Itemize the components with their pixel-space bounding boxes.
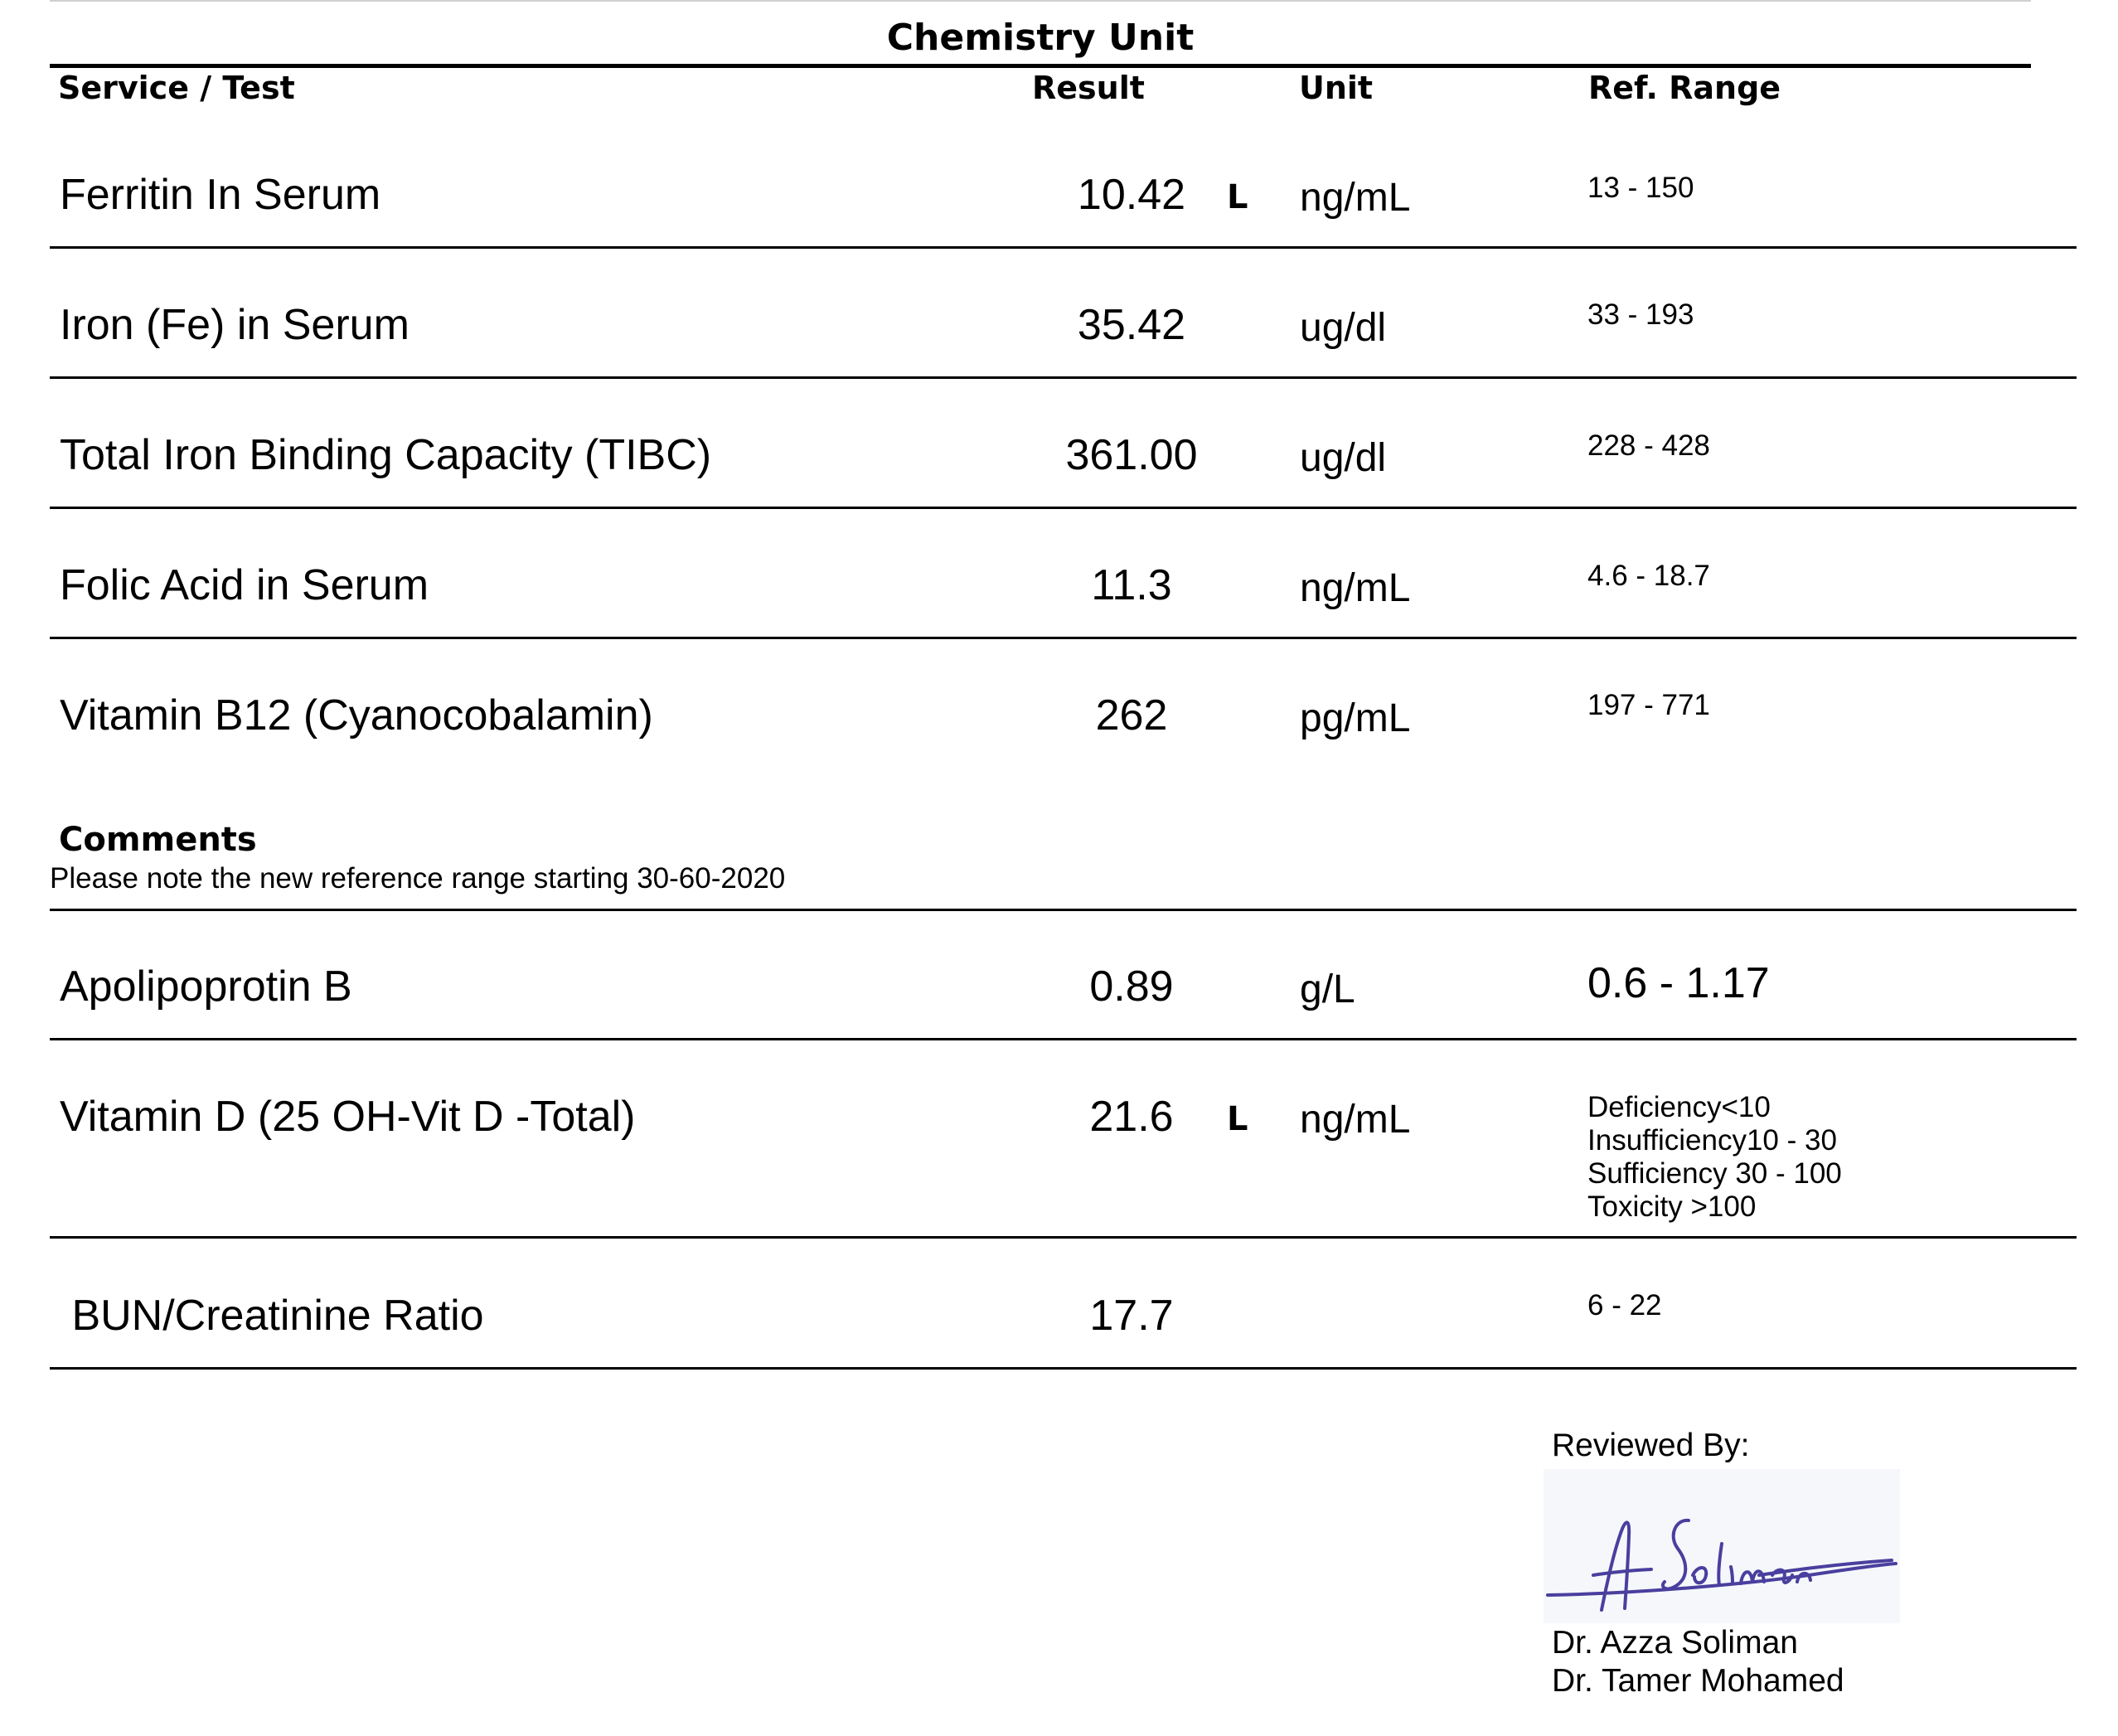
row-divider (50, 507, 2077, 509)
reviewer-name-2: Dr. Tamer Mohamed (1552, 1663, 1844, 1699)
row-divider (50, 1038, 2077, 1040)
test-result: 21.6 (1089, 1093, 1174, 1141)
column-header-unit: Unit (1299, 70, 1374, 106)
test-result: 0.89 (1089, 963, 1174, 1011)
test-result: 262 (1095, 691, 1168, 739)
ref-range: 13 - 150 (1587, 172, 1694, 204)
test-result: 10.42 (1077, 171, 1186, 219)
ref-line-insufficiency: Insufficiency10 - 30 (1587, 1124, 1837, 1157)
ref-range: 0.6 - 1.17 (1587, 959, 1770, 1007)
test-result: 35.42 (1077, 301, 1186, 349)
test-result: 17.7 (1089, 1292, 1174, 1340)
column-header-ref-range: Ref. Range (1588, 70, 1781, 106)
test-name: Total Iron Binding Capacity (TIBC) (60, 431, 712, 479)
test-unit: g/L (1300, 967, 1355, 1011)
top-rule (50, 0, 2031, 2)
ref-range: 197 - 771 (1587, 689, 1710, 721)
row-divider (50, 909, 2077, 911)
low-flag: L (1227, 178, 1248, 216)
ref-range-multiline (1587, 1091, 1842, 1224)
signature-image (1544, 1469, 1900, 1623)
test-unit: ug/dl (1300, 436, 1387, 480)
ref-line-deficiency: Deficiency<10 (1587, 1091, 1771, 1123)
test-unit: ng/mL (1300, 566, 1411, 610)
ref-line-sufficiency: Sufficiency 30 - 100 (1587, 1157, 1842, 1190)
row-divider (50, 1367, 2077, 1370)
comments-heading: Comments (59, 821, 257, 859)
test-unit: ng/mL (1300, 1098, 1411, 1142)
reviewer-name-1: Dr. Azza Soliman (1552, 1625, 1798, 1661)
test-name: Iron (Fe) in Serum (60, 301, 410, 349)
test-unit: ng/mL (1300, 176, 1411, 220)
test-name: Ferritin In Serum (60, 171, 381, 219)
test-unit: pg/mL (1300, 696, 1411, 740)
test-result: 361.00 (1065, 431, 1198, 479)
test-unit: ug/dl (1300, 306, 1387, 350)
column-header-result: Result (1032, 70, 1145, 106)
test-name: Vitamin B12 (Cyanocobalamin) (60, 691, 653, 739)
report-title: Chemistry Unit (886, 17, 1195, 59)
test-name: Apolipoprotin B (60, 963, 352, 1011)
row-divider (50, 376, 2077, 379)
column-header-test: Service / Test (58, 70, 295, 106)
ref-range: 33 - 193 (1587, 298, 1694, 331)
test-name: Vitamin D (25 OH-Vit D -Total) (60, 1093, 636, 1141)
title-rule (50, 64, 2031, 68)
test-name: Folic Acid in Serum (60, 561, 429, 609)
ref-range: 6 - 22 (1587, 1289, 1662, 1321)
test-result: 11.3 (1091, 561, 1172, 609)
row-divider (50, 1236, 2077, 1239)
reviewed-by-label: Reviewed By: (1552, 1428, 1750, 1463)
row-divider (50, 637, 2077, 639)
comments-text: Please note the new reference range starting 30-60-2020 (50, 862, 786, 895)
ref-range: 228 - 428 (1587, 429, 1710, 462)
low-flag: L (1227, 1100, 1248, 1138)
ref-line-toxicity: Toxicity >100 (1587, 1190, 1757, 1223)
ref-range: 4.6 - 18.7 (1587, 560, 1710, 592)
test-name: BUN/Creatinine Ratio (60, 1292, 484, 1340)
row-divider (50, 246, 2077, 249)
